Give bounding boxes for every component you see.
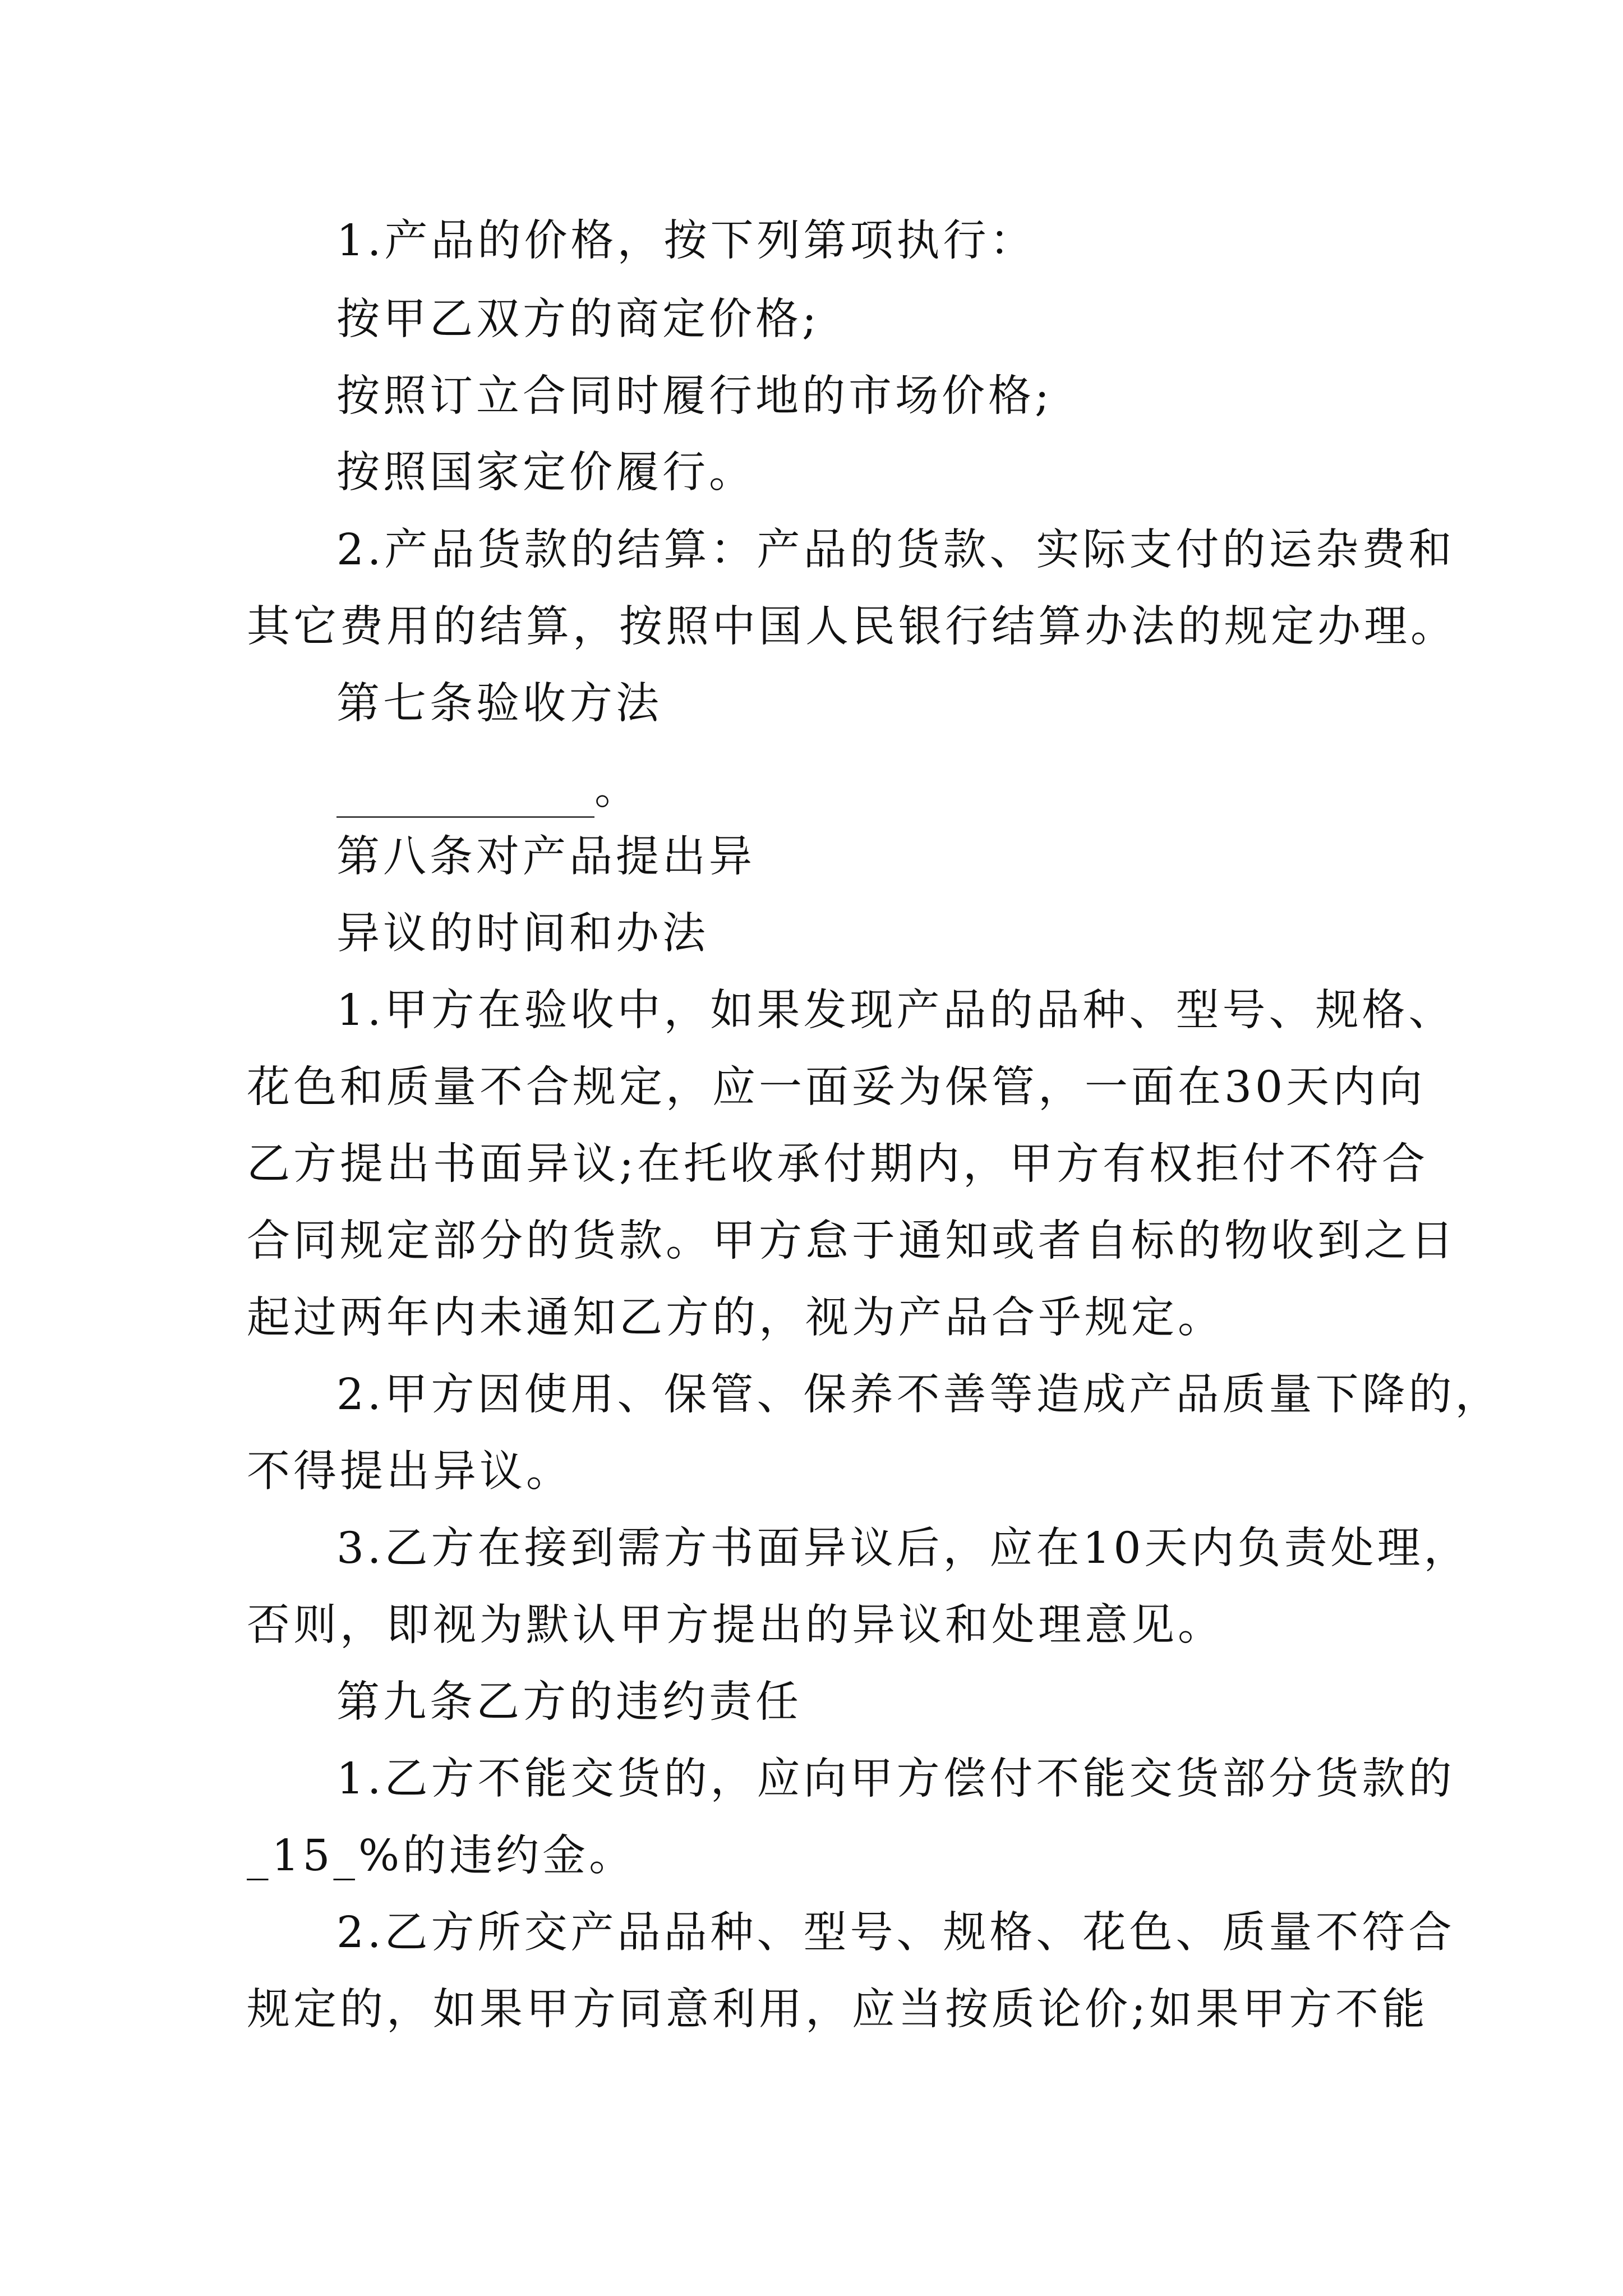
liability-clause-1-line-1: 1.乙方不能交货的，应向甲方偿付不能交货部分货款的	[336, 1754, 1455, 1804]
liability-clause-1-line-2: _15_%的违约金。	[247, 1831, 636, 1881]
objection-clause-1-line-5: 起过两年内未通知乙方的，视为产品合乎规定。	[247, 1293, 1224, 1343]
price-option-state: 按照国家定价履行。	[336, 448, 755, 498]
article-9-heading: 第九条乙方的违约责任	[336, 1677, 802, 1727]
objection-clause-1-line-4: 合同规定部分的货款。甲方怠于通知或者自标的物收到之日	[247, 1216, 1457, 1266]
article-7-heading: 第七条验收方法	[336, 679, 662, 729]
fill-in-blank	[336, 777, 594, 818]
objection-clause-1-line-3: 乙方提出书面异议;在托收承付期内，甲方有权拒付不符合	[247, 1139, 1428, 1189]
objection-clause-1-line-1: 1.甲方在验收中，如果发现产品的品种、型号、规格、	[336, 986, 1455, 1036]
price-option-market: 按照订立合同时履行地的市场价格;	[336, 371, 1053, 421]
objection-clause-1-line-2: 花色和质量不合规定，应一面妥为保管，一面在30天内向	[247, 1062, 1426, 1112]
settlement-clause-line-1: 2.产品货款的结算：产品的货款、实际支付的运杂费和	[336, 525, 1455, 575]
price-option-negotiated: 按甲乙双方的商定价格;	[336, 295, 820, 344]
liability-clause-2-line-1: 2.乙方所交产品品种、型号、规格、花色、质量不符合	[336, 1908, 1455, 1958]
objection-clause-2-line-1: 2.甲方因使用、保管、保养不善等造成产品质量下降的，	[336, 1370, 1502, 1420]
objection-clause-3-line-2: 否则，即视为默认甲方提出的异议和处理意见。	[247, 1600, 1224, 1650]
objection-time-method-heading: 异议的时间和办法	[336, 909, 709, 959]
price-clause-intro: 1.产品的价格，按下列第项执行：	[336, 216, 1036, 266]
liability-clause-2-line-2: 规定的，如果甲方同意利用，应当按质论价;如果甲方不能	[247, 1985, 1428, 2035]
objection-clause-2-line-2: 不得提出异议。	[247, 1447, 573, 1497]
inspection-method-blank	[336, 762, 638, 818]
blank-period: 。	[594, 765, 638, 815]
article-8-heading: 第八条对产品提出异	[336, 832, 755, 882]
settlement-clause-line-2: 其它费用的结算，按照中国人民银行结算办法的规定办理。	[247, 602, 1457, 652]
objection-clause-3-line-1: 3.乙方在接到需方书面异议后，应在10天内负责处理，	[336, 1524, 1470, 1573]
